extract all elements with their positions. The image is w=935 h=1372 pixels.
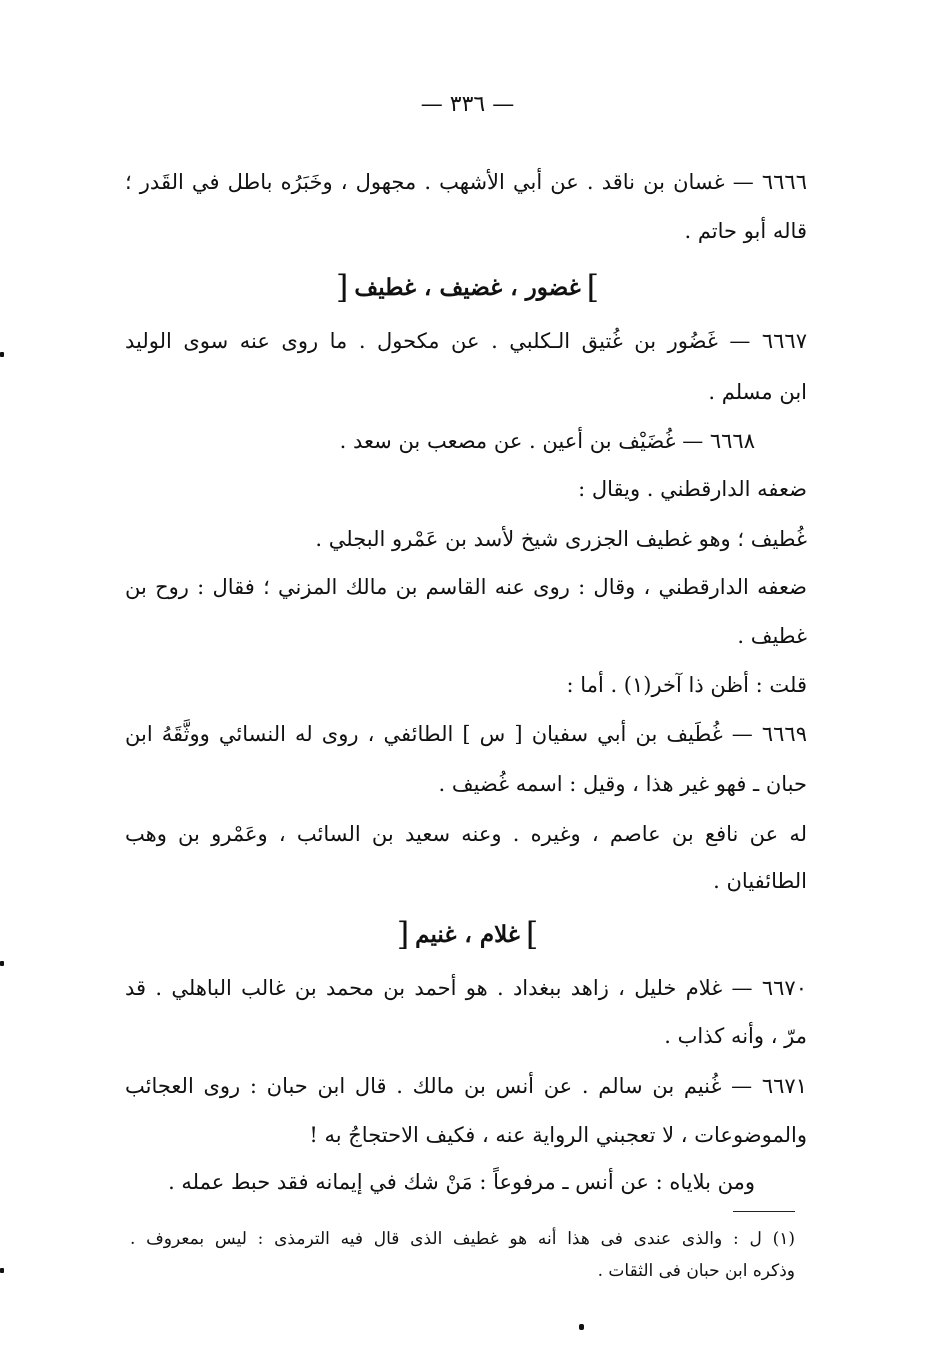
page-number: — ٣٣٦ —: [420, 92, 515, 117]
entry-6668-line-3: غُطيف ؛ وهو غطيف الجزرى شيخ لأسد بن عَمْرو البجلي .: [315, 527, 807, 551]
entry-6667-line-1: ٦٦٦٧ — غَضُور بن غُتيق الـكلبي . عن مكحول . ما روى عنه سوى الوليد: [125, 329, 807, 353]
entry-6669-line-3: له عن نافع بن عاصم ، وغيره . وعنه سعيد بن السائب ، وعَمْرو بن وهب: [125, 822, 807, 846]
scan-mark: [579, 1324, 584, 1330]
entry-6667-line-2: ابن مسلم .: [708, 380, 807, 404]
entry-6666-line-1: ٦٦٦٦ — غسان بن ناقد . عن أبي الأشهب . مجهول ، وخَبَرُه باطل في القَدر ؛: [125, 170, 807, 194]
bracket-open: [: [335, 268, 349, 306]
entry-6668-line-2: ضعفه الدارقطني . ويقال :: [578, 477, 807, 501]
entry-6671-line-3: ومن بلاياه : عن أنس ـ مرفوعاً : مَنْ شك في إيمانه فقد حبط عمله .: [168, 1170, 755, 1194]
entry-6670-line-2: مرّ ، وأنه كذاب .: [664, 1024, 807, 1048]
footnote-separator: [733, 1211, 795, 1212]
entry-6669-line-1: ٦٦٦٩ — غُطَيف بن أبي سفيان [ س ] الطائفي ، روى له النسائي ووثَّقَهُ ابن: [125, 722, 807, 746]
entry-6670-line-1: ٦٦٧٠ — غلام خليل ، زاهد ببغداد . هو أحمد بن محمد بن غالب الباهلي . قد: [125, 976, 807, 1000]
entry-6666-line-2: قاله أبو حاتم .: [684, 219, 807, 243]
section-heading-text: غلام ، غنيم: [415, 921, 520, 948]
bracket-open: [: [396, 915, 410, 953]
scan-mark: [0, 1268, 4, 1273]
footnote-line-2: وذكره ابن حبان فى الثقات .: [597, 1261, 795, 1281]
entry-6671-line-1: ٦٦٧١ — غُنيم بن سالم . عن أنس بن مالك . قال ابن حبان : روى العجائب: [125, 1074, 807, 1098]
section-heading-ghadur: [0, 268, 935, 306]
bracket-close: ]: [586, 268, 600, 306]
entry-6669-line-4: الطائفيان .: [713, 869, 807, 893]
scan-mark: [0, 961, 4, 966]
entry-6668-line-4: ضعفه الدارقطني ، وقال : روى عنه القاسم بن مالك المزني ؛ فقال : روح بن: [125, 575, 807, 599]
entry-6668-line-1: ٦٦٦٨ — غُضَيْف بن أعين . عن مصعب بن سعد .: [339, 429, 755, 453]
bracket-close: ]: [525, 915, 539, 953]
footnote-line-1: (١) ل : والذى عندى فى هذا أنه هو غطيف الذى قال فيه الترمذى : ليس بمعروف .: [130, 1229, 795, 1249]
entry-6671-line-2: والموضوعات ، لا تعجبني الرواية عنه ، فكيف الاحتجاجُ به !: [309, 1123, 807, 1147]
entry-6668-line-6: قلت : أظن ذا آخر(١) . أما :: [566, 673, 807, 697]
entry-6668-line-5: غطيف .: [737, 624, 807, 648]
entry-6669-line-2: حبان ـ فهو غير هذا ، وقيل : اسمه غُضيف .: [438, 772, 807, 796]
section-heading-text: غضور ، غضيف ، غطيف: [354, 274, 581, 301]
section-heading-ghulam: [0, 915, 935, 953]
scan-mark: [0, 352, 4, 357]
